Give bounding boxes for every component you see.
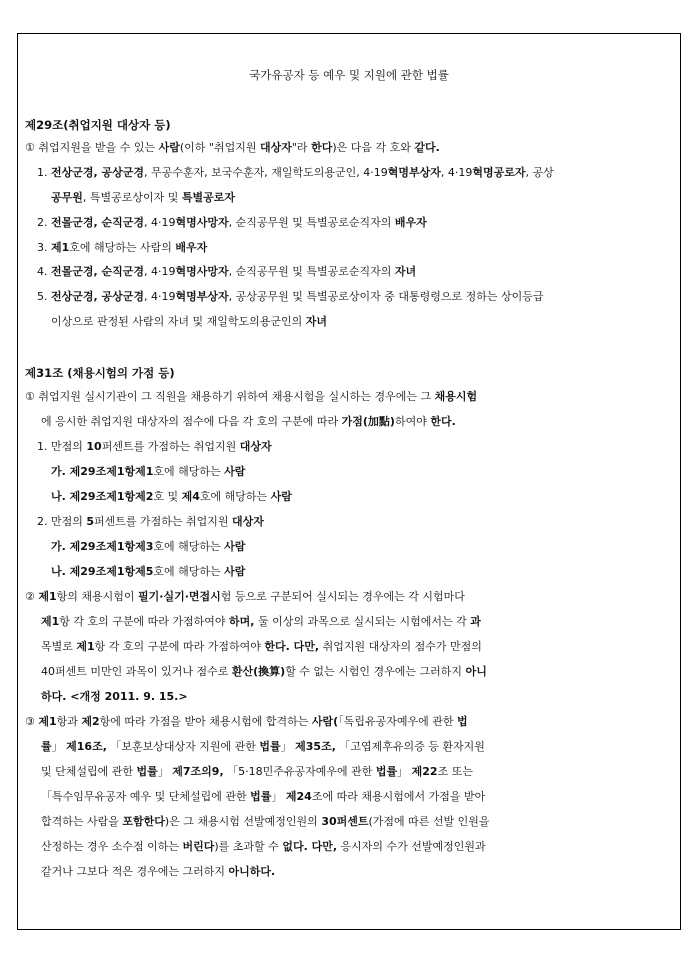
text-run: 」 [280,740,296,753]
text-run: 버린다 [182,840,215,853]
text-run: 혁명공로자 [472,166,526,179]
art31-item-2 [37,514,264,530]
text-run: 혁명부상자 [175,290,229,303]
text-run: (가점에 따른 선발 인원을 [368,815,490,828]
article-31-heading: 제31조 (채용시험의 가점 등) [25,366,175,380]
art29-item-4 [37,264,416,280]
text-run: 호에 해당하는 [199,490,271,503]
text-run: 험 등으로 구분되어 실시되는 경우에는 각 시험마다 [220,590,465,603]
text-run: , 순직공무원 및 특별공로순직자의 [228,216,395,229]
text-run: 법률 [375,765,398,778]
art29-item-5-cont [51,314,327,330]
text-run: 법률 [259,740,281,753]
text-run: 채용시험 [434,390,478,403]
text-run: 하다. [41,690,67,703]
text-run: 전상군경, 공상군경 [51,166,145,179]
text-run: )은 그 채용시험 선발예정인원의 [164,815,322,828]
text-run: 호에 해당하는 사람의 [69,241,176,254]
text-run: 합격하는 사람을 [41,815,123,828]
text-run: 「보훈보상대상자 지원에 관한 [106,740,260,753]
art31-paragraph-3-l3 [41,764,473,780]
art31-paragraph-2-l2 [41,614,481,630]
text-run: 같거나 그보다 적은 경우에는 그러하지 [41,865,229,878]
text-run: 대상자 [259,141,292,154]
text-run: 아니 [465,665,487,678]
text-run: , 순직공무원 및 특별공로순직자의 [228,265,395,278]
text-run: 혁명사망자 [175,265,229,278]
text-run: 법 [456,715,468,728]
text-run: , 4·19 [144,265,176,278]
art31-paragraph-3-l2 [41,739,485,755]
text-run: 할 수 없는 시험인 경우에는 그러하지 [285,665,466,678]
text-run: , 4·19 [440,166,473,179]
text-run: 전상군경, 공상군경 [51,290,145,303]
text-run: ① 취업지원 실시기관이 그 직원을 채용하기 위하여 채용시험을 실시하는 경우에는 그 [25,390,435,403]
text-run: 혁명부상자 [387,166,441,179]
text-run: 2. [37,216,51,229]
text-run: 제29조제1항제2 [69,490,154,503]
text-run: 제22 [411,765,438,778]
text-run: , 4·19 [144,216,176,229]
art29-item-1 [37,165,554,181]
text-run: 공무원 [51,191,83,204]
text-run: 배우자 [394,216,427,229]
text-run: , 공상공무원 및 특별공로상이자 중 대통령령으로 정하는 상이등급 [228,290,544,303]
text-run: 1. [37,166,51,179]
art31-paragraph-3 [25,714,468,730]
text-run: 「5·18민주유공자예우에 관한 [223,765,376,778]
text-run: 제1 [38,590,57,603]
text-run: 항에 따라 가점을 받아 채용시험에 합격하는 [99,715,312,728]
text-run: 10 [86,440,102,453]
text-run: 하며, [229,615,255,628]
text-run: 호에 해당하는 [153,465,225,478]
art31-paragraph-2 [25,589,465,605]
text-run: 법률 [136,765,158,778]
text-run: 제29조제1항제5 [69,565,154,578]
art31-item-2-na [51,564,245,580]
text-run: , 4·19 [144,290,176,303]
text-run: 포함한다 [122,815,165,828]
text-run: 목별로 [41,640,77,653]
text-run: 퍼센트를 가점하는 취업지원 [101,440,240,453]
text-run: ② [25,590,39,603]
art29-item-5 [37,289,544,305]
text-run: 특별공로자 [181,191,236,204]
text-run: 」 [51,740,67,753]
text-run: 40 [41,665,55,678]
text-run: 제24 [285,790,312,803]
text-run: 항의 채용시험이 [56,590,139,603]
document-title: 국가유공자 등 예우 및 지원에 관한 법률 [249,68,449,82]
text-run: 제1 [38,715,57,728]
text-run: 가점(加點) [341,415,395,428]
text-run: 5 [86,515,95,528]
art31-paragraph-3-l5 [41,814,490,830]
text-run: 한다. [430,415,456,428]
text-run: 둘 이상의 과목으로 실시되는 시험에서는 각 [254,615,471,628]
text-run: 1. 만점의 [37,440,87,453]
text-run: 제1 [76,640,95,653]
art31-paragraph-2-l3 [41,639,482,655]
text-run: 이상으로 판정된 사람의 자녀 및 재일학도의용군인의 [51,315,306,328]
text-run: 퍼센트를 가점하는 취업지원 [94,515,233,528]
text-run: 제29조제1항제1 [69,465,154,478]
text-run: 제4 [181,490,200,503]
text-run: 배우자 [175,241,208,254]
art31-paragraph-3-l6 [41,839,486,855]
art29-item-3 [37,240,207,256]
text-run: 전몰군경, 순직군경 [51,265,145,278]
text-run: 제1 [51,241,70,254]
text-run: 자녀 [305,315,328,328]
text-run: )은 다음 각 호와 [332,141,415,154]
text-run: )를 초과할 수 [214,840,283,853]
text-run: 5. [37,290,51,303]
art31-paragraph-1-cont [41,414,456,430]
text-run: 하여야 [394,415,431,428]
text-run: 제7조의9, [172,765,224,778]
text-run: 조에 따라 채용시험에서 가점을 받아 [311,790,486,803]
text-run: 아니하다. [228,865,276,878]
text-run: 응시자의 수가 선발예정인원과 [337,840,486,853]
text-run: 「독립유공자예우에 관한 [338,715,457,728]
text-run: 법률 [250,790,272,803]
law-document [17,33,681,930]
text-run: 제35조, [295,740,336,753]
text-run: 2. 만점의 [37,515,87,528]
text-run: 률 [41,740,52,753]
art31-paragraph-3-l4 [41,789,485,805]
art31-item-1-ga [51,464,245,480]
art29-item-1-cont [51,190,235,206]
text-run: ① 취업지원을 받을 수 있는 [25,141,159,154]
text-run: 제2 [81,715,100,728]
text-run: 조 또는 [437,765,473,778]
text-run: 사람 [224,465,246,478]
art31-paragraph-2-l4 [41,664,487,680]
art29-item-2 [37,215,427,231]
text-run: 」 [271,790,286,803]
text-run: 자녀 [394,265,417,278]
text-run: 혁명사망자 [175,216,229,229]
art31-paragraph-1 [25,389,477,405]
text-run: 제1 [41,615,60,628]
text-run: 3. [37,241,51,254]
text-run: 사람 [270,490,292,503]
text-run: 제29조제1항제3 [69,540,154,553]
art29-paragraph-1 [25,140,440,156]
text-run: 대상자 [232,515,264,528]
text-run: 」 [397,765,412,778]
text-run: , 무공수훈자, 보국수훈자, 재일학도의용군인, 4·19 [144,166,388,179]
text-run: 항과 [56,715,82,728]
text-run: 없다. 다만, [282,840,338,853]
text-run: 같다. [414,141,440,154]
text-run: 나. [51,490,70,503]
art31-item-1-na [51,489,292,505]
text-run: 제16조, [66,740,107,753]
text-run: 산정하는 경우 소수점 이하는 [41,840,183,853]
text-run: 에 응시한 취업지원 대상자의 점수에 다음 각 호의 구분에 따라 [41,415,342,428]
text-run: 필기·실기·면접시 [138,590,221,603]
text-run: 한다. 다만, [264,640,320,653]
text-run: 사람 [158,141,180,154]
text-run: 한다 [311,141,333,154]
text-run: 사람( [311,715,339,728]
text-run: 전몰군경, 순직군경 [51,216,145,229]
text-run: 퍼센트 미만인 과목이 있거나 점수로 [55,665,232,678]
text-run: 사람 [224,565,246,578]
art31-paragraph-3-l7 [41,864,275,880]
text-run: 나. [51,565,70,578]
text-run: 취업지원 대상자의 점수가 만점의 [319,640,482,653]
text-run: 및 단체설립에 관한 [41,765,137,778]
text-run: 대상자 [239,440,272,453]
art31-item-2-ga [51,539,245,555]
text-run: , 공상 [525,166,554,179]
text-run: 항 각 호의 구분에 따라 가점하여야 [59,615,230,628]
text-run: "라 [291,141,312,154]
art31-paragraph-2-l5 [41,689,188,705]
text-run: 환산(換算) [231,665,286,678]
text-run: 호에 해당하는 [153,565,225,578]
text-run: ③ [25,715,39,728]
text-run: 「고엽제후유의증 등 환자지원 [335,740,485,753]
text-run: 사람 [224,540,246,553]
text-run: (이하 "취업지원 [179,141,260,154]
text-run: 호 및 [153,490,182,503]
text-run: 4. [37,265,51,278]
text-run: 가. [51,465,70,478]
text-run: , 특별공로상이자 및 [82,191,182,204]
text-run: <개정 2011. 9. 15.> [66,690,188,703]
text-run: 호에 해당하는 [153,540,225,553]
art31-item-1 [37,439,272,455]
text-run: 」 [157,765,173,778]
text-run: 30퍼센트 [321,815,369,828]
text-run: 항 각 호의 구분에 따라 가점하여야 [94,640,265,653]
text-run: 과 [470,615,481,628]
article-29-heading: 제29조(취업지원 대상자 등) [25,118,171,132]
text-run: 가. [51,540,70,553]
text-run: 「특수임무유공자 예우 및 단체설립에 관한 [41,790,251,803]
